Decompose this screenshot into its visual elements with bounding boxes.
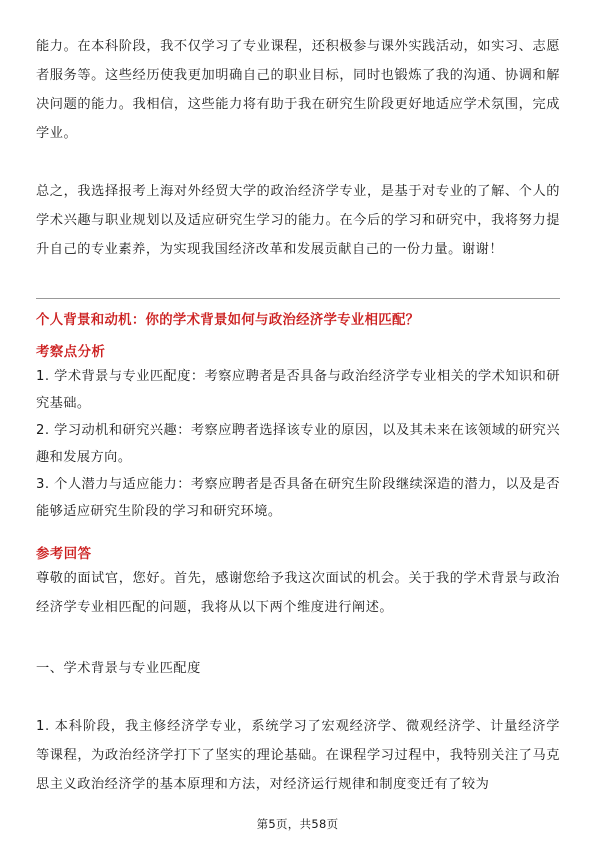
answer-section-title: 一、学术背景与专业匹配度 <box>36 661 201 676</box>
question-title: 个人背景和动机：你的学术背景如何与政治经济学专业相匹配？ <box>36 313 420 328</box>
section-divider <box>36 298 560 299</box>
answer-section-body: 1. 本科阶段，我主修经济学专业，系统学习了宏观经济学、微观经济学、计量经济学等课程，为政治经济学打下了坚实的理论基础。在课程学习过程中，我特别关注了马克思主义政治经济学的基本原理和方法，对经济运行规律和制度变迁有了较为 <box>36 719 560 792</box>
analysis-point: 3. 个人潜力与适应能力：考察应聘者是否具备在研究生阶段继续深造的潜力，以及是否能够适应研究生阶段的学习和研究环境。 <box>36 477 560 519</box>
conclusion-paragraph: 总之，我选择报考上海对外经贸大学的政治经济学专业，是基于对专业的了解、个人的学术兴趣与职业规划以及适应研究生学习的能力。在今后的学习和研究中，我将努力提升自己的专业素养，为实现我国经济改革和发展贡献自己的一份力量。谢谢！ <box>36 184 560 257</box>
analysis-point: 1. 学术背景与专业匹配度：考察应聘者是否具备与政治经济学专业相关的学术知识和研究基础。 <box>36 369 560 411</box>
intro-continuation-paragraph: 能力。在本科阶段，我不仅学习了专业课程，还积极参与课外实践活动，如实习、志愿者服务等。这些经历使我更加明确自己的职业目标，同时也锻炼了我的沟通、协调和解决问题的能力。我相信，这些能力将有助于我在研究生阶段更好地适应学术氛围，完成学业。 <box>36 39 560 141</box>
answer-opening-paragraph: 尊敬的面试官，您好。首先，感谢您给予我这次面试的机会。关于我的学术背景与政治经济学专业相匹配的问题，我将从以下两个维度进行阐述。 <box>36 571 560 615</box>
page-number-footer: 第5页，共58页 <box>256 817 339 831</box>
analysis-point: 2. 学习动机和研究兴趣：考察应聘者选择该专业的原因，以及其未来在该领域的研究兴趣和发展方向。 <box>36 423 560 465</box>
analysis-points-list <box>36 363 560 525</box>
answer-heading: 参考回答 <box>36 547 92 562</box>
analysis-heading: 考察点分析 <box>36 345 106 360</box>
